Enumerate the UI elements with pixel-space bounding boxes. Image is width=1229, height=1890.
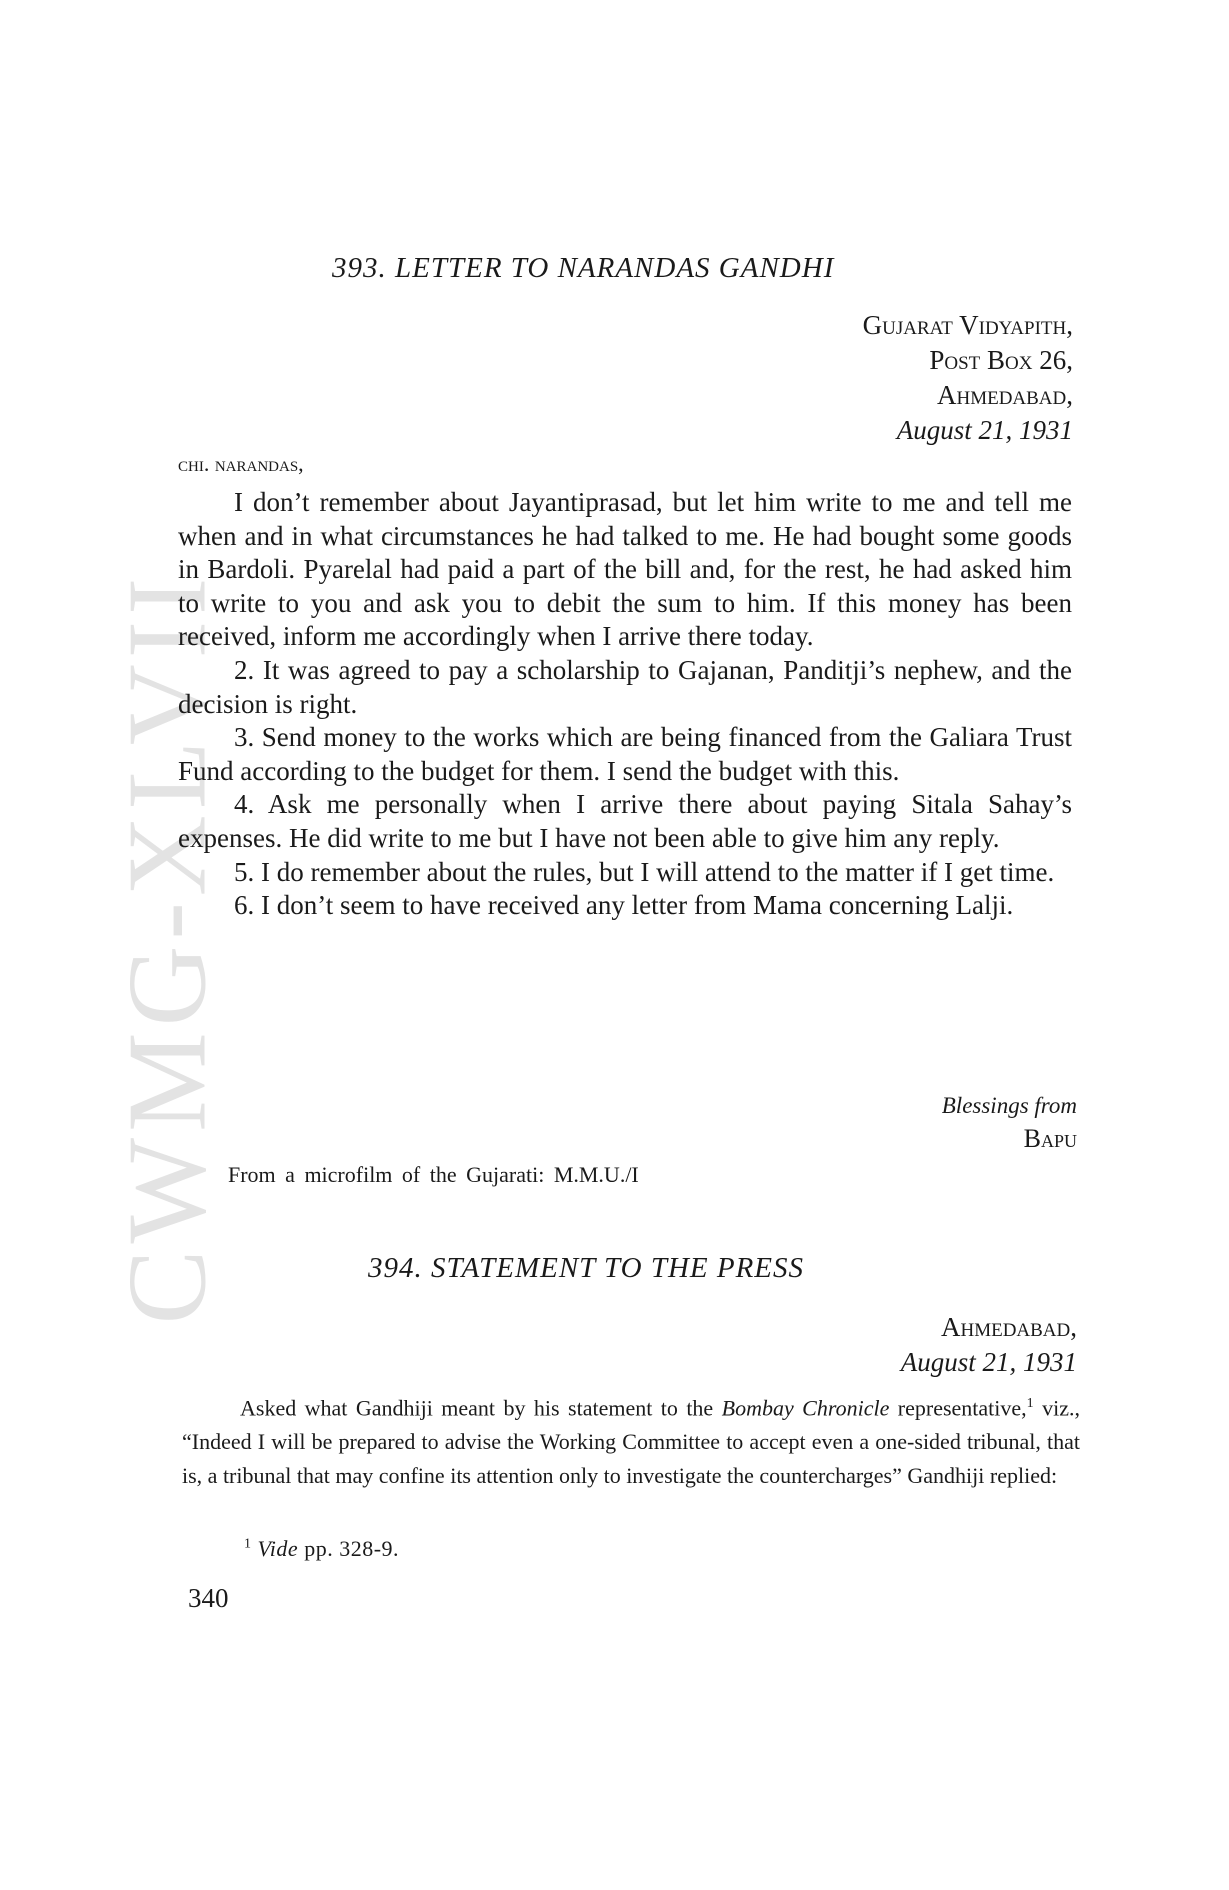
statement-text: representative,	[889, 1395, 1027, 1421]
letter-paragraph: 6. I don’t seem to have received any letter from Mama concerning Lalji.	[234, 890, 1014, 921]
statement-body	[182, 1387, 1080, 1492]
address-line: Post Box 26,	[929, 345, 1073, 375]
statement-heading: 394. STATEMENT TO THE PRESS	[368, 1252, 805, 1284]
letter-heading: 393. LETTER TO NARANDAS GANDHI	[332, 252, 835, 284]
statement-paragraph	[182, 1387, 1080, 1492]
footnote-number: 1	[244, 1536, 252, 1552]
statement-place: Ahmedabad,	[940, 1312, 1077, 1342]
footnote-vide: Vide	[257, 1536, 299, 1561]
closing-text: Blessings from	[941, 1093, 1077, 1118]
letter-paragraph: 4. Ask me personally when I arrive there about paying Sitala Sahay’s expenses. He did write to me but I have not been able to give him any reply.	[178, 789, 1072, 853]
address-line: Ahmedabad,	[936, 380, 1073, 410]
watermark-text: CWMG-XLVII	[105, 571, 230, 1325]
footnote	[244, 1536, 399, 1562]
letter-paragraph: 5. I do remember about the rules, but I will attend to the matter if I get time.	[234, 856, 1055, 887]
letter-closing	[677, 1090, 1077, 1156]
page-number: 340	[188, 1583, 229, 1613]
letter-address	[673, 308, 1073, 448]
letter-date: August 21, 1931	[896, 415, 1073, 445]
footnote-ref: 1	[1026, 1396, 1034, 1411]
letter-paragraph: 2. It was agreed to pay a scholarship to Gajanan, Panditji’s nephew, and the decision is right.	[178, 654, 1072, 719]
statement-date: August 21, 1931	[900, 1347, 1077, 1377]
letter-paragraph: I don’t remember about Jayantiprasad, but let him write to me and tell me when and in what circumstances he had talked to me. He had bought some goods in Bardoli. Pyarelal had paid a part of the bill and, for the rest, he had asked him to write to you and ask you to debit the sum to him. If this money has been received, inform me accordingly when I arrive there today.	[178, 487, 1072, 652]
address-line: Gujarat Vidyapith,	[862, 310, 1073, 340]
signature: Bapu	[1023, 1124, 1077, 1153]
statement-text: Asked what Gandhiji meant by his statement to the	[240, 1395, 722, 1421]
statement-text: viz., “Indeed I will be prepared to advise the Working Committee to accept even a one-sided tribunal, that is, a tribunal that may confine its attention only to investigate the countercharges” Gandhiji replied:	[182, 1395, 1080, 1488]
letter-paragraph: 3. Send money to the works which are being financed from the Galiara Trust Fund according to the budget for them. I send the budget with this.	[178, 722, 1072, 786]
source-note: From a microfilm of the Gujarati: M.M.U./I	[228, 1162, 639, 1187]
salutation: chi. narandas,	[178, 451, 304, 476]
footnote-text: pp. 328-9.	[298, 1536, 400, 1561]
letter-body	[178, 486, 1072, 923]
statement-dateline	[677, 1310, 1077, 1380]
newspaper-name: Bombay Chronicle	[721, 1395, 890, 1421]
